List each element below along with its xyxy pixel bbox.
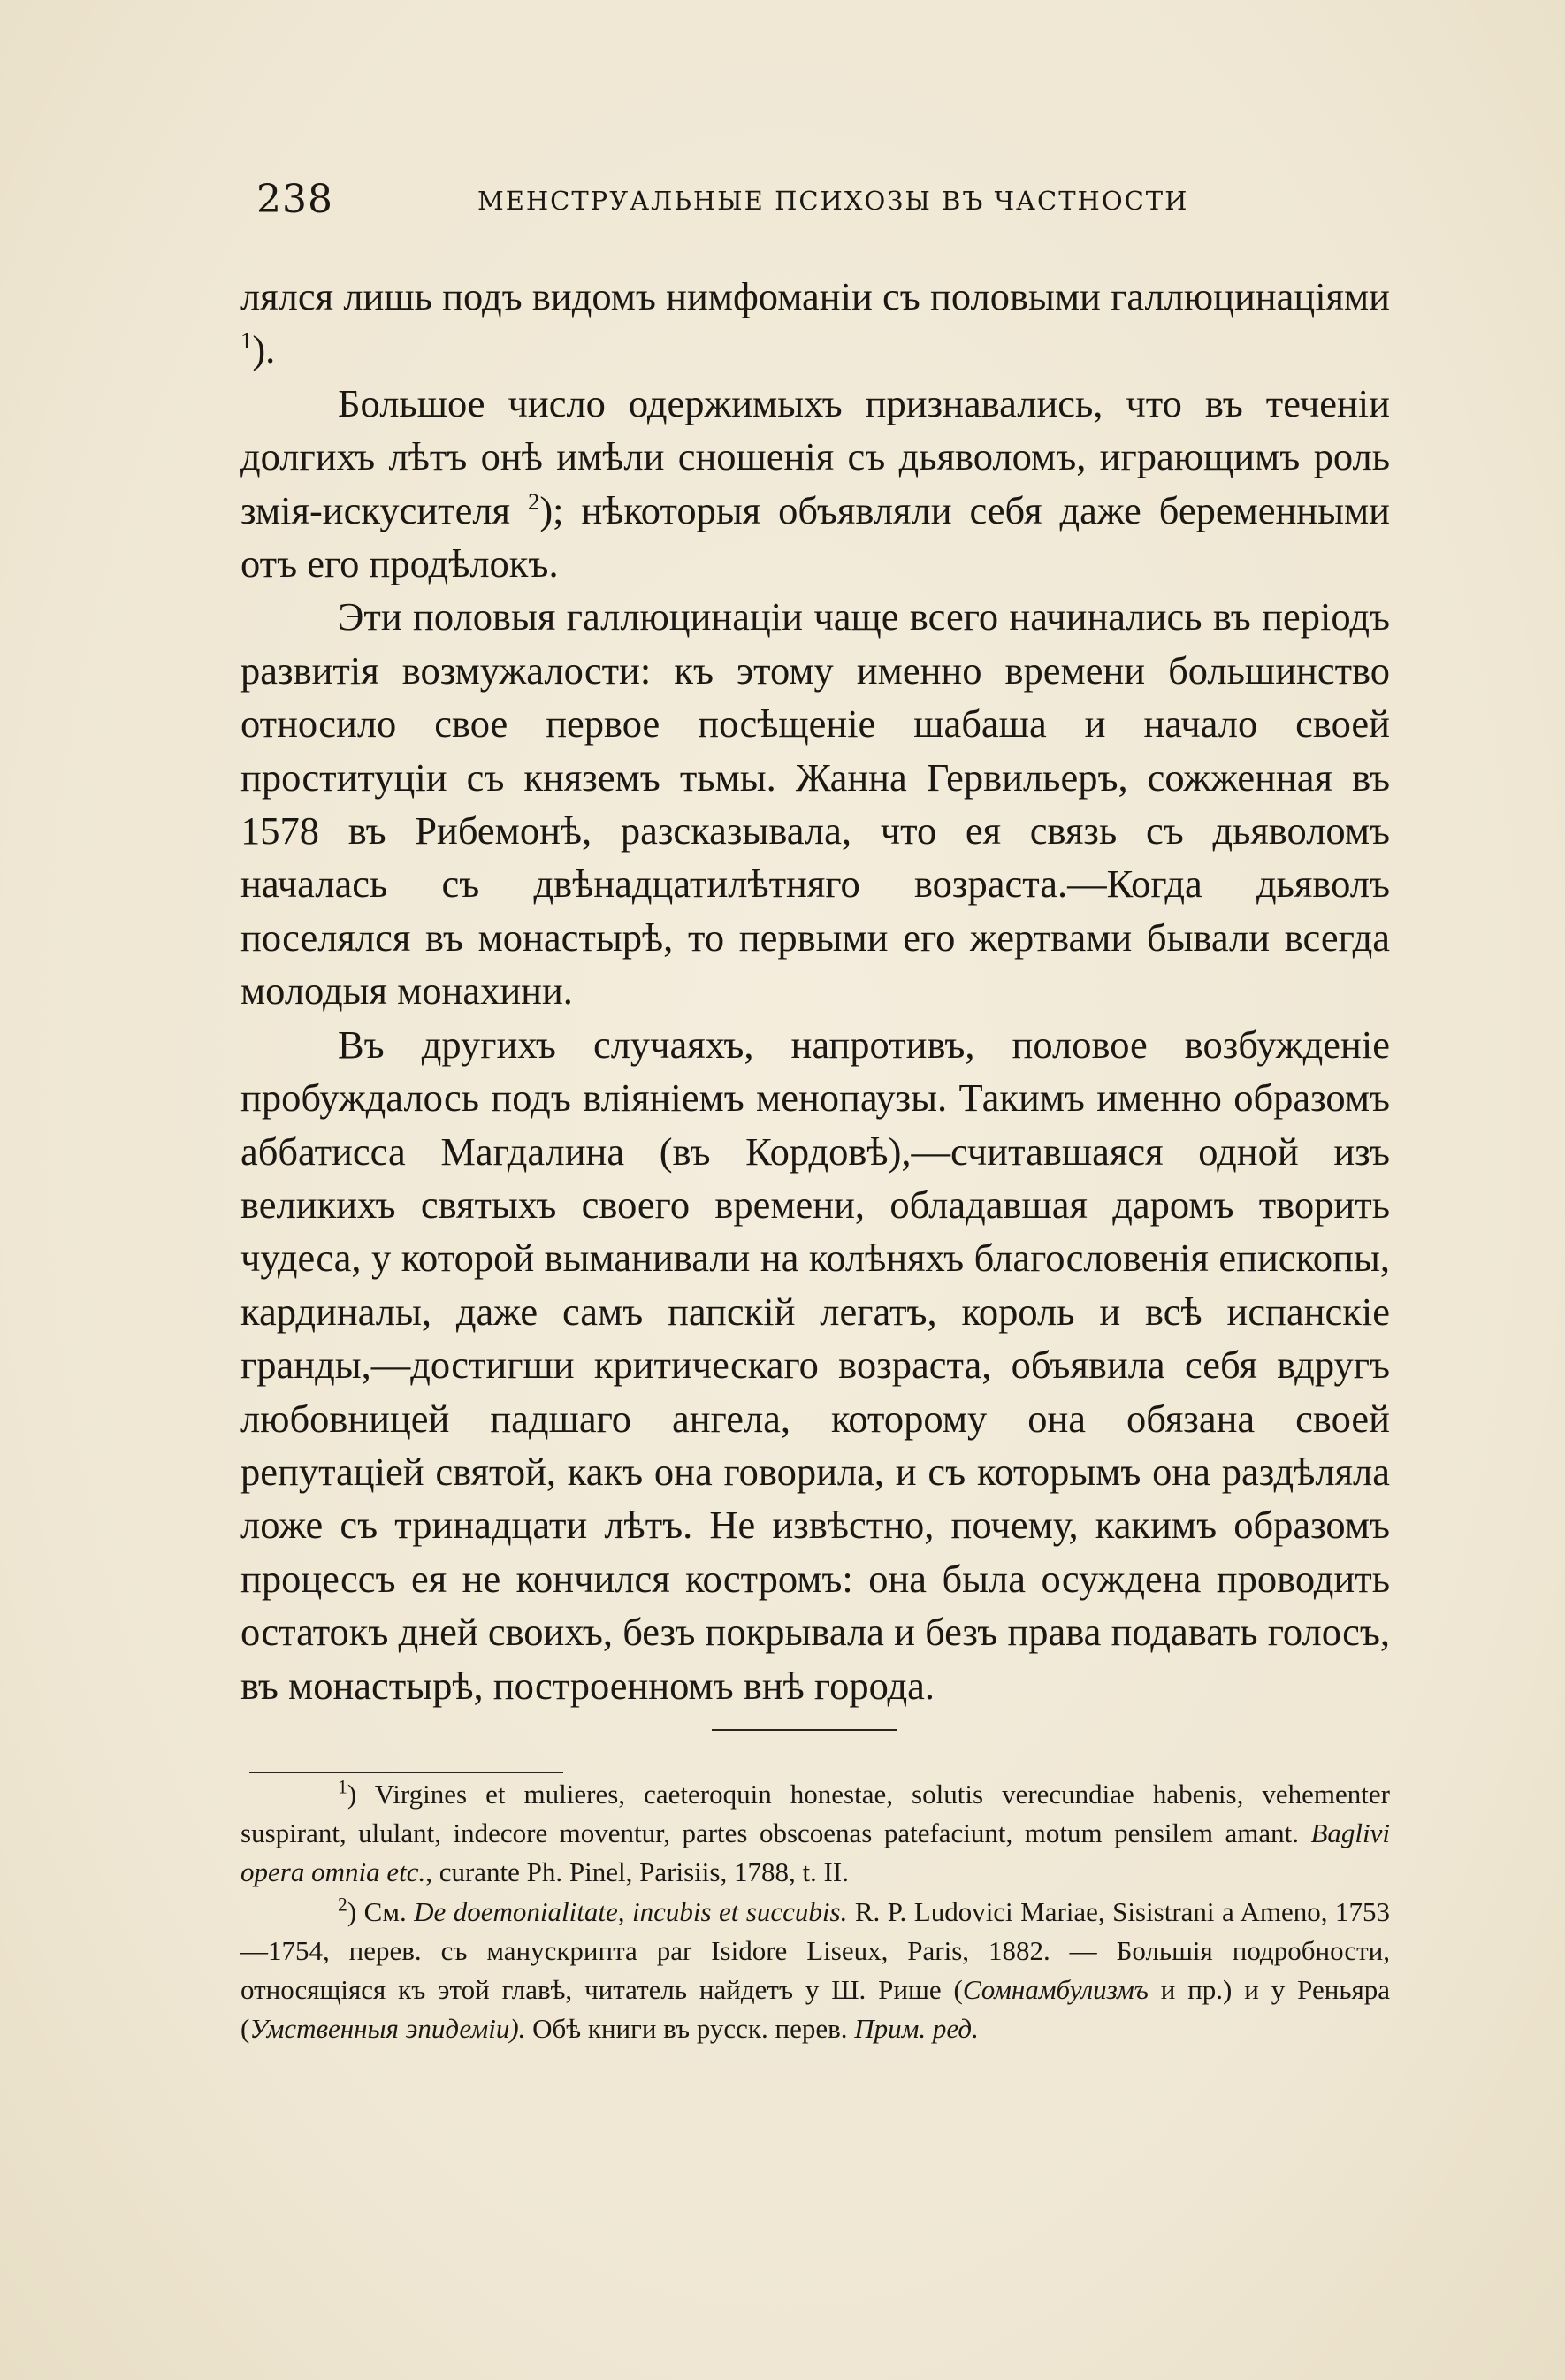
page-header <box>256 177 1397 230</box>
main-text <box>240 270 1390 1712</box>
citation-title: Умственныя эпидемiи). <box>249 2013 526 2045</box>
paragraph-3: Эти половыя галлюцинацiи чаще всего начинались въ перiодъ развитiя возмужалости: къ этому именно времени большинство относило свое первое посѣщенiе шабаша и начало своей проституцiи съ княземъ тьмы. Жанна Гервильеръ, сожженная въ 1578 въ Рибемонѣ, разсказывала, что ея связь съ дьяволомъ началась съ двѣнадцатилѣтняго возраста.—Когда дьяволъ поселялся въ монастырѣ, то первыми его жертвами бывали всегда молодыя монахини. <box>240 594 1390 1014</box>
footnote-ref-1: 1 <box>240 327 253 355</box>
running-title: МЕНСТРУАЛЬНЫЕ ПСИХОЗЫ ВЪ ЧАСТНОСТИ <box>477 186 1189 216</box>
citation-title: Baglivi opera omnia etc. <box>240 1818 1390 1888</box>
editor-note: Прим. ред. <box>854 2013 979 2045</box>
section-end-rule <box>712 1729 897 1731</box>
paragraph-4: Въ другихъ случаяхъ, напротивъ, половое возбужденiе пробуждалось подъ влiянiемъ менопаузы. Такимъ именно образомъ аббатисса Магдалина (въ Кордовѣ),—считавшаяся одной изъ великихъ святыхъ своего времени, обладавшая даромъ творить чудеса, у которой выманивали на колѣняхъ благословенiя епископы, кардиналы, даже самъ папскiй легатъ, король и всѣ испанскiе гранды,—достигши критическаго возраста, объявила себя вдругъ любовницей падшаго ангела, которому она обязана своей репутацiей святой, какъ она говорила, и съ которымъ она раздѣляла ложе съ тринадцати лѣтъ. Не извѣстно, почему, какимъ образомъ процессъ ея не кончился костромъ: она была осуждена проводить остатокъ дней своихъ, безъ покрывала и безъ права подавать голосъ, въ монастырѣ, построенномъ внѣ города. <box>240 1022 1390 1708</box>
paragraph-1: лялся лишь подъ видомъ нимфоманiи съ половыми галлюцинаціями $^1$). <box>240 274 1390 372</box>
footnote-2: $^2$) См. De doemonialitate, incubis et succubis. R. P. Ludovici Mariae, Sisistrani a Ameno, 1753—1754, перев. съ манускрипта par Isidore Liseux, Paris, 1882. — Большiя подробности, относящiяся къ этой главѣ, читатель найдетъ у Ш. Рише (Сомнамбулизмъ и пр.) и у Реньяра (Умственныя эпидемiи). Обѣ книги въ русск. перев. Прим. ред. <box>240 1894 1391 2045</box>
footnotes <box>240 1775 1390 2048</box>
footnote-1: $^1$) Virgines et mulieres, caeteroquin honestae, solutis verecundiae habenis, vehementer suspirant, ululant, indecore moventur, partes obscoenas patefaciunt, motum pensilem amant. Baglivi opera omnia etc., curante Ph. Pinel, Parisiis, 1788, t. II. <box>240 1776 1390 1888</box>
citation-title: Сомнамбулизмъ <box>962 1974 1149 2006</box>
footnote-marker-2: 2 <box>338 1894 347 1916</box>
footnote-marker-1: 1 <box>338 1776 347 1798</box>
citation-title: De doemonialitate, incubis et succubis. <box>414 1895 848 1927</box>
page-number: 238 <box>256 177 333 222</box>
paragraph-2: Большое число одержимыхъ признавались, что въ теченiи долгихъ лѣтъ онѣ имѣли сношенiя съ дьяволомъ, играющимъ роль змiя-искусителя $^2$); нѣкоторыя объявляли себя даже беременными отъ его продѣлокъ. <box>240 380 1390 586</box>
footnote-ref-2: 2 <box>527 487 540 515</box>
footnote-separator <box>249 1772 563 1773</box>
